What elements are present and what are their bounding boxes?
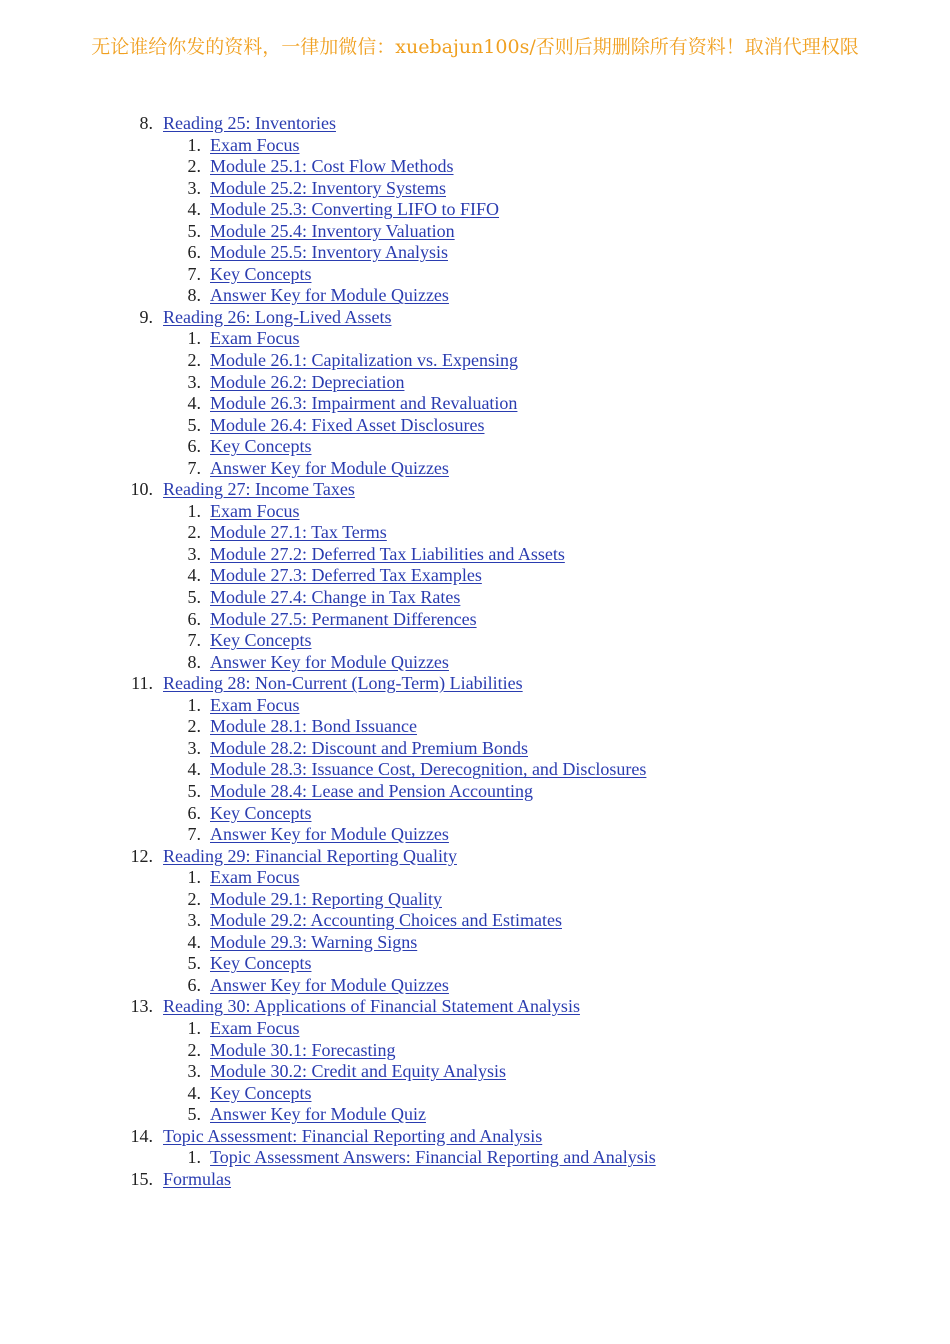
toc-module-link[interactable]: Module 26.2: Depreciation (210, 371, 405, 392)
toc-module-link[interactable]: Module 25.3: Converting LIFO to FIFO (210, 199, 500, 220)
toc-reading-number: 11. (131, 673, 153, 694)
toc-module-number: 5. (187, 220, 201, 241)
toc-module-entry (0, 393, 950, 415)
toc-module-link[interactable]: Module 27.3: Deferred Tax Examples (210, 565, 482, 586)
toc-reading-entry (0, 1169, 950, 1191)
toc-module-number: 6. (187, 974, 201, 995)
toc-module-link[interactable]: Key Concepts (210, 630, 312, 651)
toc-module-number: 2. (187, 1039, 201, 1060)
toc-module-entry (0, 458, 950, 480)
toc-module-link[interactable]: Module 29.2: Accounting Choices and Estimates (210, 910, 562, 931)
toc-module-link[interactable]: Module 27.4: Change in Tax Rates (210, 587, 461, 608)
toc-module-link[interactable]: Key Concepts (210, 436, 312, 457)
toc-reading-entry (0, 846, 950, 868)
toc-module-number: 2. (187, 716, 201, 737)
toc-module-entry (0, 350, 950, 372)
toc-module-link[interactable]: Key Concepts (210, 1082, 312, 1103)
toc-reading-link[interactable]: Reading 27: Income Taxes (163, 479, 355, 500)
toc-module-entry (0, 716, 950, 738)
toc-module-entry (0, 522, 950, 544)
toc-module-link[interactable]: Module 30.1: Forecasting (210, 1039, 396, 1060)
toc-module-entry (0, 501, 950, 523)
toc-module-link[interactable]: Module 26.3: Impairment and Revaluation (210, 393, 518, 414)
toc-module-entry (0, 264, 950, 286)
toc-reading-link[interactable]: Reading 30: Applications of Financial Statement Analysis (163, 996, 580, 1017)
toc-module-entry (0, 1147, 950, 1169)
toc-module-link[interactable]: Exam Focus (210, 500, 300, 521)
toc-module-link[interactable]: Module 25.5: Inventory Analysis (210, 242, 448, 263)
toc-module-link[interactable]: Answer Key for Module Quizzes (210, 285, 449, 306)
toc-module-number: 6. (187, 608, 201, 629)
toc-module-number: 1. (187, 867, 201, 888)
toc-module-entry (0, 1040, 950, 1062)
toc-module-link[interactable]: Module 27.5: Permanent Differences (210, 608, 477, 629)
toc-module-entry (0, 285, 950, 307)
toc-module-link[interactable]: Module 29.1: Reporting Quality (210, 888, 442, 909)
toc-module-entry (0, 587, 950, 609)
toc-module-entry (0, 630, 950, 652)
toc-reading-number: 9. (139, 306, 153, 327)
toc-reading-entry (0, 673, 950, 695)
toc-module-number: 5. (187, 953, 201, 974)
toc-reading-number: 15. (130, 1168, 153, 1189)
toc-module-number: 4. (187, 199, 201, 220)
watermark-banner: 无论谁给你发的资料，一律加微信：xuebajun100s/否则后期删除所有资料！取消代理权限 (91, 36, 859, 58)
toc-module-link[interactable]: Module 25.1: Cost Flow Methods (210, 156, 454, 177)
toc-module-entry (0, 372, 950, 394)
toc-reading-link[interactable]: Formulas (163, 1168, 232, 1189)
toc-module-number: 5. (187, 780, 201, 801)
toc-reading-entry (0, 307, 950, 329)
toc-reading-number: 14. (130, 1125, 153, 1146)
toc-module-number: 7. (187, 457, 201, 478)
toc-module-number: 1. (187, 328, 201, 349)
toc-module-link[interactable]: Module 28.4: Lease and Pension Accounting (210, 780, 533, 801)
toc-reading-number: 12. (130, 845, 153, 866)
toc-reading-link[interactable]: Reading 26: Long-Lived Assets (163, 306, 392, 327)
toc-module-link[interactable]: Module 26.1: Capitalization vs. Expensing (210, 350, 518, 371)
toc-module-number: 7. (187, 263, 201, 284)
toc-module-link[interactable]: Key Concepts (210, 802, 312, 823)
toc-module-link[interactable]: Topic Assessment Answers: Financial Reporting and Analysis (210, 1147, 656, 1168)
toc-module-link[interactable]: Module 27.2: Deferred Tax Liabilities and Assets (210, 543, 565, 564)
toc-module-entry (0, 781, 950, 803)
toc-module-number: 3. (187, 737, 201, 758)
toc-module-number: 4. (187, 931, 201, 952)
toc-module-number: 5. (187, 414, 201, 435)
toc-module-entry (0, 889, 950, 911)
toc-module-number: 1. (187, 694, 201, 715)
toc-module-link[interactable]: Answer Key for Module Quizzes (210, 824, 449, 845)
toc-module-number: 3. (187, 371, 201, 392)
toc-module-entry (0, 221, 950, 243)
toc-module-link[interactable]: Answer Key for Module Quizzes (210, 457, 449, 478)
toc-module-link[interactable]: Exam Focus (210, 1017, 300, 1038)
toc-module-entry (0, 652, 950, 674)
toc-module-number: 5. (187, 1104, 201, 1125)
toc-reading-entry (0, 1126, 950, 1148)
toc-module-number: 1. (187, 1147, 201, 1168)
toc-module-entry (0, 135, 950, 157)
toc-module-link[interactable]: Module 30.2: Credit and Equity Analysis (210, 1061, 506, 1082)
toc-module-entry (0, 824, 950, 846)
toc-module-entry (0, 609, 950, 631)
toc-module-entry (0, 1083, 950, 1105)
toc-module-entry (0, 953, 950, 975)
toc-reading-number: 8. (139, 113, 153, 133)
toc-module-entry (0, 1104, 950, 1126)
toc-module-entry (0, 328, 950, 350)
toc-reading-link[interactable]: Reading 28: Non-Current (Long-Term) Liabilities (163, 673, 523, 694)
toc-module-entry (0, 759, 950, 781)
toc-module-number: 2. (187, 522, 201, 543)
toc-module-link[interactable]: Module 28.2: Discount and Premium Bonds (210, 737, 528, 758)
toc-module-entry (0, 1018, 950, 1040)
toc-module-number: 4. (187, 1082, 201, 1103)
toc-module-entry (0, 544, 950, 566)
toc-reading-number: 13. (130, 996, 153, 1017)
toc-module-entry (0, 975, 950, 997)
toc-module-number: 3. (187, 910, 201, 931)
toc-module-entry (0, 178, 950, 200)
toc-module-link[interactable]: Answer Key for Module Quizzes (210, 974, 449, 995)
toc-module-number: 7. (187, 630, 201, 651)
toc-module-entry (0, 867, 950, 889)
toc-reading-entry (0, 479, 950, 501)
toc-module-number: 4. (187, 565, 201, 586)
toc-module-number: 3. (187, 1061, 201, 1082)
toc-module-link[interactable]: Module 25.4: Inventory Valuation (210, 220, 455, 241)
toc-reading-entry (0, 113, 950, 135)
toc-module-number: 1. (187, 134, 201, 155)
toc-module-number: 8. (187, 651, 201, 672)
toc-module-entry (0, 565, 950, 587)
toc-module-entry (0, 436, 950, 458)
toc-module-entry (0, 695, 950, 717)
toc-module-link[interactable]: Answer Key for Module Quiz (210, 1104, 426, 1125)
toc-module-number: 5. (187, 587, 201, 608)
toc-module-link[interactable]: Key Concepts (210, 263, 312, 284)
toc-reading-number: 10. (130, 479, 153, 500)
toc-module-number: 4. (187, 393, 201, 414)
toc-module-number: 6. (187, 802, 201, 823)
toc-module-link[interactable]: Module 25.2: Inventory Systems (210, 177, 446, 198)
toc-module-number: 6. (187, 436, 201, 457)
toc-module-link[interactable]: Module 28.1: Bond Issuance (210, 716, 417, 737)
toc-module-number: 3. (187, 543, 201, 564)
toc-module-entry (0, 242, 950, 264)
toc-module-link[interactable]: Exam Focus (210, 867, 300, 888)
toc-module-number: 7. (187, 824, 201, 845)
toc-module-number: 8. (187, 285, 201, 306)
toc-module-entry (0, 199, 950, 221)
toc-module-number: 2. (187, 888, 201, 909)
toc-module-link[interactable]: Module 26.4: Fixed Asset Disclosures (210, 414, 485, 435)
toc-module-entry (0, 1061, 950, 1083)
table-of-contents (0, 113, 950, 1190)
toc-module-entry (0, 910, 950, 932)
toc-module-link[interactable]: Exam Focus (210, 694, 300, 715)
toc-module-number: 3. (187, 177, 201, 198)
toc-module-number: 4. (187, 759, 201, 780)
toc-module-link[interactable]: Module 29.3: Warning Signs (210, 931, 418, 952)
toc-module-link[interactable]: Exam Focus (210, 328, 300, 349)
toc-module-link[interactable]: Key Concepts (210, 953, 312, 974)
toc-module-number: 1. (187, 500, 201, 521)
toc-module-number: 1. (187, 1017, 201, 1038)
toc-module-entry (0, 932, 950, 954)
toc-module-link[interactable]: Exam Focus (210, 134, 300, 155)
toc-module-link[interactable]: Module 27.1: Tax Terms (210, 522, 387, 543)
toc-module-number: 2. (187, 156, 201, 177)
toc-reading-entry (0, 996, 950, 1018)
toc-module-entry (0, 738, 950, 760)
toc-module-number: 2. (187, 350, 201, 371)
toc-reading-link[interactable]: Reading 25: Inventories (163, 113, 336, 133)
toc-reading-link[interactable]: Topic Assessment: Financial Reporting and Analysis (163, 1125, 543, 1146)
toc-module-entry (0, 415, 950, 437)
toc-module-entry (0, 803, 950, 825)
toc-module-link[interactable]: Answer Key for Module Quizzes (210, 651, 449, 672)
toc-module-entry (0, 156, 950, 178)
toc-reading-link[interactable]: Reading 29: Financial Reporting Quality (163, 845, 457, 866)
toc-module-link[interactable]: Module 28.3: Issuance Cost, Derecognition, and Disclosures (210, 759, 647, 780)
toc-module-number: 6. (187, 242, 201, 263)
